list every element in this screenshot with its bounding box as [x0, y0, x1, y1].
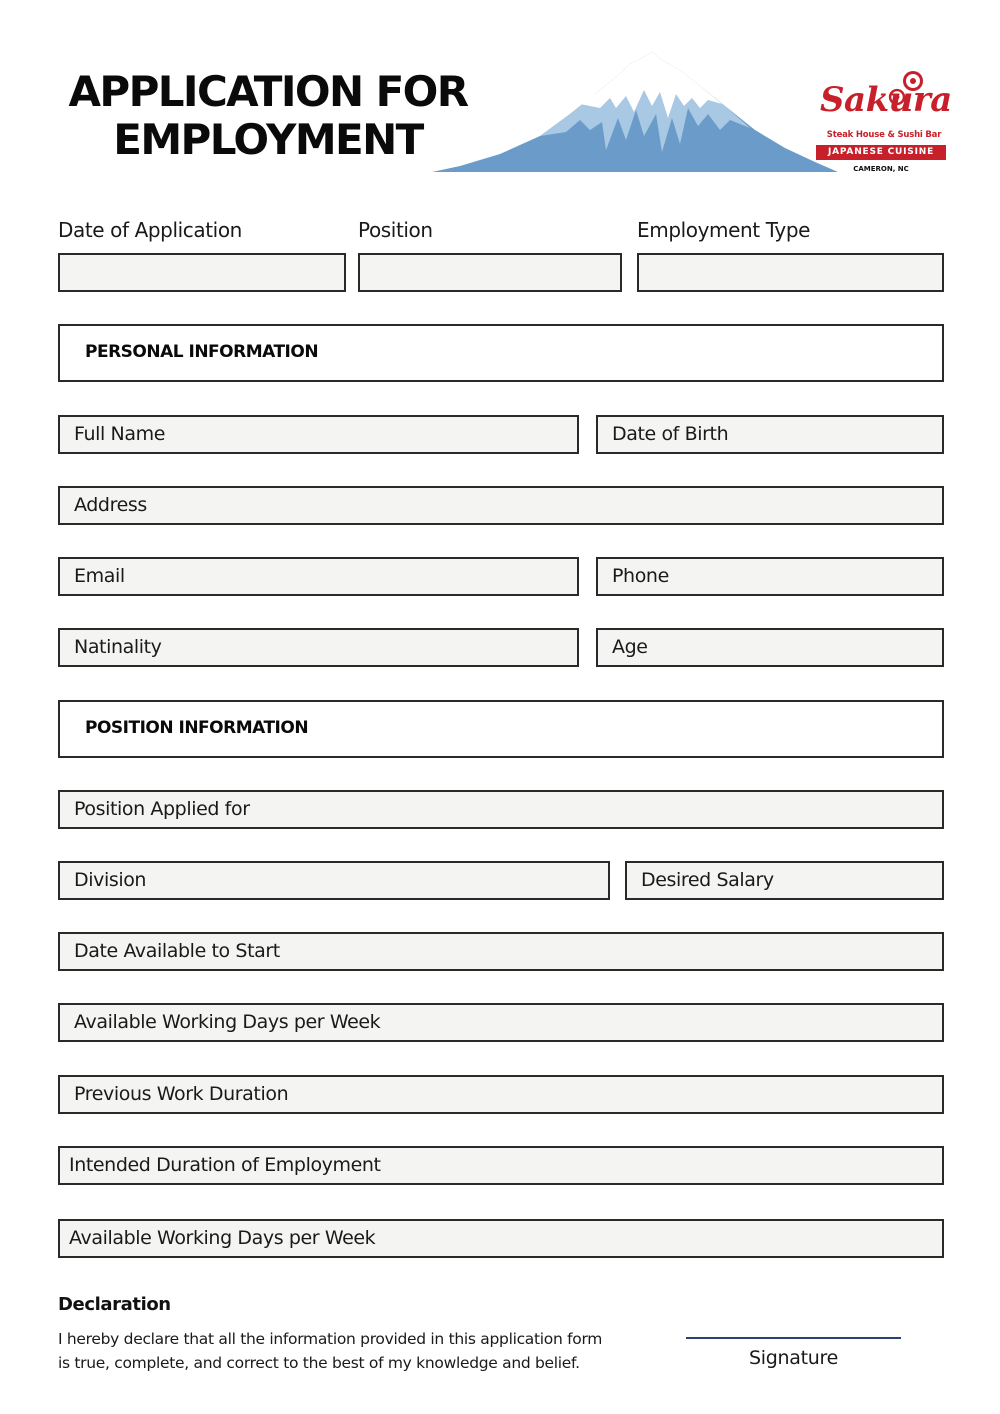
intended-duration-field[interactable]: Intended Duration of Employment [58, 1146, 944, 1185]
address-field[interactable]: Address [58, 486, 944, 525]
date-of-application-field[interactable] [58, 253, 346, 292]
date-of-birth-field[interactable]: Date of Birth [596, 415, 944, 454]
previous-work-duration-field[interactable]: Previous Work Duration [58, 1075, 944, 1114]
age-field[interactable]: Age [596, 628, 944, 667]
working-days-field[interactable]: Available Working Days per Week [58, 1003, 944, 1042]
nationality-field[interactable]: Natinality [58, 628, 579, 667]
logo-band: JAPANESE CUISINE [816, 145, 946, 160]
full-name-field[interactable]: Full Name [58, 415, 579, 454]
desired-salary-field[interactable]: Desired Salary [625, 861, 944, 900]
employment-type-label: Employment Type [637, 218, 811, 242]
declaration-line-1: I hereby declare that all the information provided in this application form [58, 1330, 603, 1348]
logo-name: Sakura [820, 80, 952, 120]
logo-subtitle: Steak House & Sushi Bar [826, 130, 942, 140]
date-available-field[interactable]: Date Available to Start [58, 932, 944, 971]
position-information-header: POSITION INFORMATION [58, 700, 944, 758]
employment-type-field[interactable] [637, 253, 944, 292]
title-line-1: APPLICATION FOR [68, 67, 468, 116]
declaration-text [58, 1327, 658, 1375]
page-title [58, 68, 478, 164]
position-label: Position [358, 218, 433, 242]
working-days-field-2[interactable]: Available Working Days per Week [58, 1219, 944, 1258]
declaration-title: Declaration [58, 1294, 171, 1315]
mountain-illustration [430, 48, 840, 174]
division-field[interactable]: Division [58, 861, 610, 900]
declaration-line-2: is true, complete, and correct to the best of my knowledge and belief. [58, 1354, 580, 1372]
position-field[interactable] [358, 253, 622, 292]
signature-line[interactable] [686, 1337, 901, 1339]
email-field[interactable]: Email [58, 557, 579, 596]
date-of-application-label: Date of Application [58, 218, 242, 242]
phone-field[interactable]: Phone [596, 557, 944, 596]
position-applied-field[interactable]: Position Applied for [58, 790, 944, 829]
signature-label: Signature [749, 1347, 838, 1369]
sakura-logo [812, 68, 952, 180]
logo-location: CAMERON, NC [853, 165, 909, 173]
title-line-2: EMPLOYMENT [113, 115, 423, 164]
personal-information-header: PERSONAL INFORMATION [58, 324, 944, 382]
